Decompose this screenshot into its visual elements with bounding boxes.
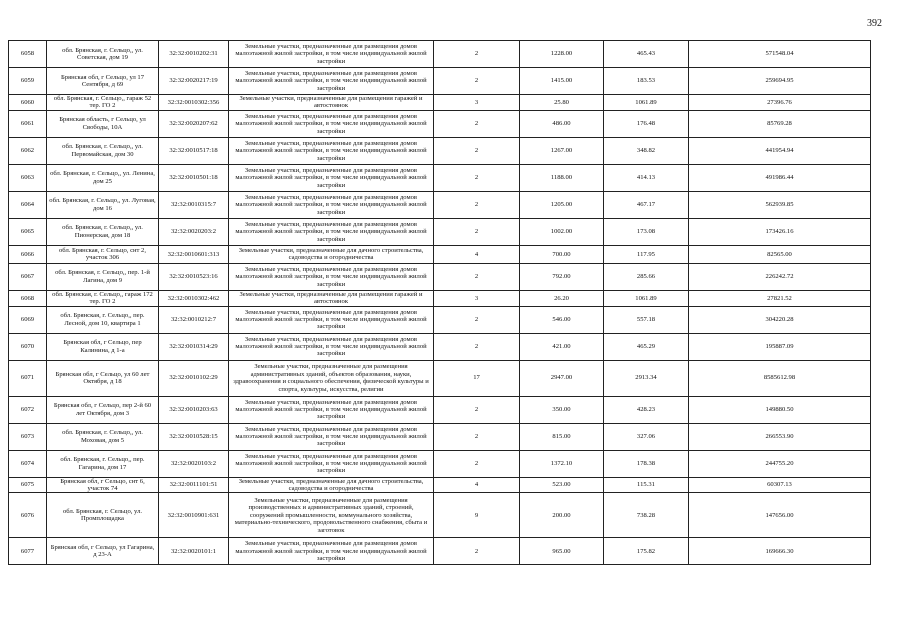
cadastral-number-cell: 32:32:0010102:29: [159, 360, 229, 396]
row-number: 6062: [9, 137, 47, 164]
specific-value-cell: 1061.89: [604, 290, 689, 306]
cadastral-value-cell: 27821.52: [689, 290, 871, 306]
area-cell: 350.00: [520, 396, 604, 423]
row-number: 6077: [9, 538, 47, 565]
row-number: 6072: [9, 396, 47, 423]
specific-value-cell: 117.95: [604, 245, 689, 263]
specific-value-cell: 557.18: [604, 306, 689, 333]
cadastral-value-cell: 173426.16: [689, 218, 871, 245]
table-row: [9, 263, 871, 290]
group-number-cell: 3: [434, 290, 520, 306]
table-row: [9, 423, 871, 450]
group-number-cell: 2: [434, 538, 520, 565]
cadastral-number-cell: 32:32:0010501:18: [159, 164, 229, 191]
row-number: 6070: [9, 333, 47, 360]
cadastral-value-cell: 304220.28: [689, 306, 871, 333]
row-number: 6074: [9, 450, 47, 477]
group-number-cell: 2: [434, 137, 520, 164]
cadastral-value-cell: 8585612.98: [689, 360, 871, 396]
specific-value-cell: 428.23: [604, 396, 689, 423]
cadastral-number-cell: 32:32:0010314:29: [159, 333, 229, 360]
specific-value-cell: 467.17: [604, 191, 689, 218]
table-row: [9, 164, 871, 191]
land-use-cell: Земельные участки, предназначенные для размещения домов малоэтажной жилой застройки, в том числе индивидуальной жилой застройки: [229, 191, 434, 218]
cadastral-number-cell: 32:32:0020101:1: [159, 538, 229, 565]
cadastral-number-cell: 32:32:0010302:462: [159, 290, 229, 306]
address-cell: Брянская обл, г Сельцо, ул Гагарина, д 23-А: [47, 538, 159, 565]
row-number: 6067: [9, 263, 47, 290]
cadastral-value-cell: 27396.76: [689, 95, 871, 111]
area-cell: 25.80: [520, 95, 604, 111]
group-number-cell: 2: [434, 110, 520, 137]
area-cell: 486.00: [520, 110, 604, 137]
group-number-cell: 2: [434, 333, 520, 360]
cadastral-number-cell: 32:32:0010202:31: [159, 41, 229, 68]
group-number-cell: 2: [434, 306, 520, 333]
address-cell: обл. Брянская, г. Сельцо,, пер. Лесной, дом 10, квартира 1: [47, 306, 159, 333]
row-number: 6063: [9, 164, 47, 191]
specific-value-cell: 175.82: [604, 538, 689, 565]
land-use-cell: Земельные участки, предназначенные для дачного строительства, садоводства и огородничества: [229, 477, 434, 493]
cadastral-value-cell: 82565.00: [689, 245, 871, 263]
area-cell: 965.00: [520, 538, 604, 565]
land-use-cell: Земельные участки, предназначенные для размещения домов малоэтажной жилой застройки, в том числе индивидуальной жилой застройки: [229, 450, 434, 477]
area-cell: 523.00: [520, 477, 604, 493]
group-number-cell: 2: [434, 68, 520, 95]
area-cell: 546.00: [520, 306, 604, 333]
area-cell: 1267.00: [520, 137, 604, 164]
area-cell: 792.00: [520, 263, 604, 290]
area-cell: 815.00: [520, 423, 604, 450]
specific-value-cell: 2913.34: [604, 360, 689, 396]
table-row: [9, 191, 871, 218]
group-number-cell: 2: [434, 263, 520, 290]
specific-value-cell: 465.43: [604, 41, 689, 68]
cadastral-number-cell: 32:32:0020207:62: [159, 110, 229, 137]
row-number: 6060: [9, 95, 47, 111]
specific-value-cell: 348.82: [604, 137, 689, 164]
group-number-cell: 4: [434, 477, 520, 493]
area-cell: 1205.00: [520, 191, 604, 218]
land-use-cell: Земельные участки, предназначенные для размещения гаражей и автостоянок: [229, 95, 434, 111]
land-use-cell: Земельные участки, предназначенные для размещения домов малоэтажной жилой застройки, в том числе индивидуальной жилой застройки: [229, 41, 434, 68]
cadastral-value-cell: 226242.72: [689, 263, 871, 290]
group-number-cell: 2: [434, 164, 520, 191]
cadastral-number-cell: 32:32:0010528:15: [159, 423, 229, 450]
cadastral-number-cell: 32:32:0010203:63: [159, 396, 229, 423]
cadastral-value-cell: 149880.50: [689, 396, 871, 423]
address-cell: Брянская обл, г Сельцо, пер 2-й 60 лет Октября, дом 3: [47, 396, 159, 423]
row-number: 6075: [9, 477, 47, 493]
group-number-cell: 9: [434, 493, 520, 538]
specific-value-cell: 738.28: [604, 493, 689, 538]
specific-value-cell: 1061.89: [604, 95, 689, 111]
land-use-cell: Земельные участки, предназначенные для размещения домов малоэтажной жилой застройки, в том числе индивидуальной жилой застройки: [229, 68, 434, 95]
address-cell: обл. Брянская, г. Сельцо,, ул. Моховая, дом 5: [47, 423, 159, 450]
group-number-cell: 2: [434, 423, 520, 450]
row-number: 6068: [9, 290, 47, 306]
cadastral-number-cell: 32:32:0010517:18: [159, 137, 229, 164]
cadastral-value-cell: 169666.30: [689, 538, 871, 565]
row-number: 6065: [9, 218, 47, 245]
cadastral-number-cell: 32:32:0020217:19: [159, 68, 229, 95]
land-use-cell: Земельные участки, предназначенные для размещения домов малоэтажной жилой застройки, в том числе индивидуальной жилой застройки: [229, 306, 434, 333]
cadastral-number-cell: 32:32:0010315:7: [159, 191, 229, 218]
table-row: [9, 396, 871, 423]
row-number: 6076: [9, 493, 47, 538]
address-cell: обл. Брянская, г. Сельцо,, ул. Первомайская, дом 30: [47, 137, 159, 164]
group-number-cell: 4: [434, 245, 520, 263]
area-cell: 1002.00: [520, 218, 604, 245]
specific-value-cell: 178.38: [604, 450, 689, 477]
area-cell: 421.00: [520, 333, 604, 360]
land-use-cell: Земельные участки, предназначенные для размещения домов малоэтажной жилой застройки, в том числе индивидуальной жилой застройки: [229, 538, 434, 565]
cadastral-number-cell: 32:32:0020203:2: [159, 218, 229, 245]
row-number: 6071: [9, 360, 47, 396]
land-use-cell: Земельные участки, предназначенные для дачного строительства, садоводства и огородничества: [229, 245, 434, 263]
table-row: [9, 360, 871, 396]
group-number-cell: 3: [434, 95, 520, 111]
cadastral-value-cell: 571548.04: [689, 41, 871, 68]
area-cell: 1372.10: [520, 450, 604, 477]
cadastral-number-cell: 32:32:0010901:631: [159, 493, 229, 538]
cadastral-value-cell: 266553.90: [689, 423, 871, 450]
address-cell: обл. Брянская, г. Сельцо,, ул. Ленина, дом 25: [47, 164, 159, 191]
table-row: [9, 137, 871, 164]
cadastral-value-cell: 259694.95: [689, 68, 871, 95]
area-cell: 1188.00: [520, 164, 604, 191]
row-number: 6066: [9, 245, 47, 263]
land-use-cell: Земельные участки, предназначенные для размещения домов малоэтажной жилой застройки, в том числе индивидуальной жилой застройки: [229, 218, 434, 245]
specific-value-cell: 414.13: [604, 164, 689, 191]
cadastral-value-cell: 195887.09: [689, 333, 871, 360]
group-number-cell: 2: [434, 191, 520, 218]
group-number-cell: 17: [434, 360, 520, 396]
land-use-cell: Земельные участки, предназначенные для размещения домов малоэтажной жилой застройки, в том числе индивидуальной жилой застройки: [229, 164, 434, 191]
address-cell: обл. Брянская, г. Сельцо, ул. Промплощадка: [47, 493, 159, 538]
cadastral-number-cell: 32:32:0010601:313: [159, 245, 229, 263]
land-use-cell: Земельные участки, предназначенные для размещения гаражей и автостоянок: [229, 290, 434, 306]
cadastral-number-cell: 32:32:0020103:2: [159, 450, 229, 477]
page-number: 392: [867, 18, 882, 29]
area-cell: 700.00: [520, 245, 604, 263]
table-row: [9, 41, 871, 68]
row-number: 6059: [9, 68, 47, 95]
address-cell: обл. Брянская, г. Сельцо,, пер. Гагарина, дом 17: [47, 450, 159, 477]
address-cell: обл. Брянская, г. Сельцо,, гараж 172 тер. ГО 2: [47, 290, 159, 306]
address-cell: обл. Брянская, г. Сельцо,, пер. 1-й Лагина, дом 9: [47, 263, 159, 290]
table-row: [9, 333, 871, 360]
land-use-cell: Земельные участки, предназначенные для размещения административных зданий, объектов образования, науки, здравоохранения и социального обеспечения, физической культуры и спорта, культуры, искусства, религии: [229, 360, 434, 396]
table-row: [9, 68, 871, 95]
table-row: [9, 538, 871, 565]
specific-value-cell: 115.31: [604, 477, 689, 493]
address-cell: Брянская обл, г Сельцо, ул 60 лет Октября, д 18: [47, 360, 159, 396]
row-number: 6069: [9, 306, 47, 333]
specific-value-cell: 327.06: [604, 423, 689, 450]
area-cell: 1415.00: [520, 68, 604, 95]
table-row: [9, 218, 871, 245]
row-number: 6061: [9, 110, 47, 137]
cadastral-number-cell: 32:32:0010523:16: [159, 263, 229, 290]
address-cell: Брянская обл, г Сельцо, ул 17 Сентября, д 69: [47, 68, 159, 95]
address-cell: Брянская обл, г Сельцо, снт 6, участок 74: [47, 477, 159, 493]
table-row: [9, 306, 871, 333]
cadastral-value-cell: 441954.94: [689, 137, 871, 164]
address-cell: обл. Брянская, г. Сельцо,, гараж 52 тер. ГО 2: [47, 95, 159, 111]
land-use-cell: Земельные участки, предназначенные для размещения домов малоэтажной жилой застройки, в том числе индивидуальной жилой застройки: [229, 396, 434, 423]
specific-value-cell: 465.29: [604, 333, 689, 360]
cadastral-value-cell: 562939.85: [689, 191, 871, 218]
address-cell: Брянская область, г Сельцо, ул Свободы, 10А: [47, 110, 159, 137]
address-cell: Брянская обл, г Сельцо, пер Калинина, д 1-а: [47, 333, 159, 360]
address-cell: обл. Брянская, г. Сельцо,, ул. Пионерская, дом 18: [47, 218, 159, 245]
table-row: [9, 245, 871, 263]
group-number-cell: 2: [434, 450, 520, 477]
cadastral-number-cell: 32:32:0010302:356: [159, 95, 229, 111]
address-cell: обл. Брянская, г. Сельцо,, ул. Луговая, дом 16: [47, 191, 159, 218]
group-number-cell: 2: [434, 396, 520, 423]
specific-value-cell: 176.48: [604, 110, 689, 137]
table-row: [9, 110, 871, 137]
address-cell: обл. Брянская, г. Сельцо, снт 2, участок 306: [47, 245, 159, 263]
land-use-cell: Земельные участки, предназначенные для размещения домов малоэтажной жилой застройки, в том числе индивидуальной жилой застройки: [229, 137, 434, 164]
table-row: [9, 290, 871, 306]
table-row: [9, 95, 871, 111]
land-use-cell: Земельные участки, предназначенные для размещения домов малоэтажной жилой застройки, в том числе индивидуальной жилой застройки: [229, 263, 434, 290]
specific-value-cell: 173.08: [604, 218, 689, 245]
land-use-cell: Земельные участки, предназначенные для размещения домов малоэтажной жилой застройки, в том числе индивидуальной жилой застройки: [229, 423, 434, 450]
land-use-cell: Земельные участки, предназначенные для размещения домов малоэтажной жилой застройки, в том числе индивидуальной жилой застройки: [229, 110, 434, 137]
specific-value-cell: 285.66: [604, 263, 689, 290]
cadastral-value-cell: 147656.00: [689, 493, 871, 538]
land-use-cell: Земельные участки, предназначенные для размещения домов малоэтажной жилой застройки, в том числе индивидуальной жилой застройки: [229, 333, 434, 360]
cadastral-value-cell: 491986.44: [689, 164, 871, 191]
area-cell: 26.20: [520, 290, 604, 306]
area-cell: 200.00: [520, 493, 604, 538]
cadastral-value-cell: 244755.20: [689, 450, 871, 477]
group-number-cell: 2: [434, 218, 520, 245]
area-cell: 1228.00: [520, 41, 604, 68]
cadastral-number-cell: 32:32:0011101:51: [159, 477, 229, 493]
row-number: 6064: [9, 191, 47, 218]
row-number: 6058: [9, 41, 47, 68]
cadastral-value-cell: 85769.28: [689, 110, 871, 137]
area-cell: 2947.00: [520, 360, 604, 396]
table-row: [9, 493, 871, 538]
row-number: 6073: [9, 423, 47, 450]
table-row: [9, 450, 871, 477]
cadastral-value-cell: 60307.13: [689, 477, 871, 493]
address-cell: обл. Брянская, г. Сельцо,, ул. Советская, дом 19: [47, 41, 159, 68]
table-row: [9, 477, 871, 493]
cadastral-number-cell: 32:32:0010212:7: [159, 306, 229, 333]
land-use-cell: Земельные участки, предназначенные для размещения производственных и административных зданий, строений, сооружений промышленности, коммунального хозяйства, материально-технического, продовольственного снабжения, сбыта и заготовок: [229, 493, 434, 538]
cadastral-value-table: [8, 40, 871, 565]
specific-value-cell: 183.53: [604, 68, 689, 95]
group-number-cell: 2: [434, 41, 520, 68]
